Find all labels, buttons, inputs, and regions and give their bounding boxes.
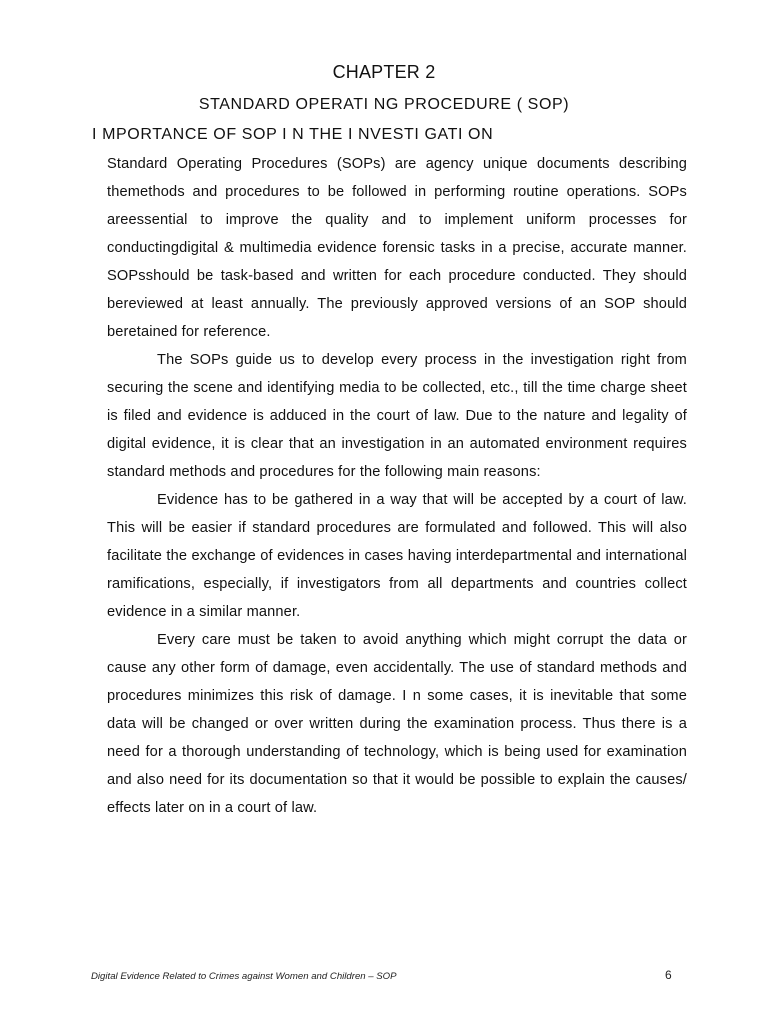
document-title: STANDARD OPERATI NG PROCEDURE ( SOP) (198, 96, 570, 113)
body-text (107, 150, 687, 822)
paragraph-4: Every care must be taken to avoid anything which might corrupt the data or cause any other form of damage, even accidentally. The use of standard methods and procedures minimizes this risk of damage. I n some cases, it is inevitable that some data will be changed or over written during the examination process. Thus there is a need for a thorough understanding of technology, which is being used for examination and also need for its documentation so that it would be possible to explain the causes/ effects later on in a court of law. (107, 632, 687, 816)
paragraph-2: The SOPs guide us to develop every process in the investigation right from securing the scene and identifying media to be collected, etc., till the time charge sheet is filed and evidence is adduced in the court of law. Due to the nature and legality of digital evidence, it is clear that an investigation in an automated environment requires standard methods and procedures for the following main reasons: (107, 352, 687, 480)
page-number: 6 (665, 968, 672, 982)
chapter-heading: CHAPTER 2 (332, 62, 436, 82)
footer-text: Digital Evidence Related to Crimes against Women and Children – SOP (91, 971, 397, 982)
section-heading: I MPORTANCE OF SOP I N THE I NVESTI GATI ON (92, 126, 494, 143)
paragraph-1: Standard Operating Procedures (SOPs) are agency unique documents describing themethods and procedures to be followed in performing routine operations. SOPs areessential to improve the quality and to implement uniform processes for conductingdigital & multimedia evidence forensic tasks in a precise, accurate manner. SOPsshould be task-based and written for each procedure conducted. They should bereviewed at least annually. The previously approved versions of an SOP should beretained for reference. (107, 156, 687, 340)
paragraph-3: Evidence has to be gathered in a way that will be accepted by a court of law. This will be easier if standard procedures are formulated and followed. This will also facilitate the exchange of evidences in cases having interdepartmental and international ramifications, especially, if investigators from all departments and countries collect evidence in a similar manner. (107, 492, 687, 620)
